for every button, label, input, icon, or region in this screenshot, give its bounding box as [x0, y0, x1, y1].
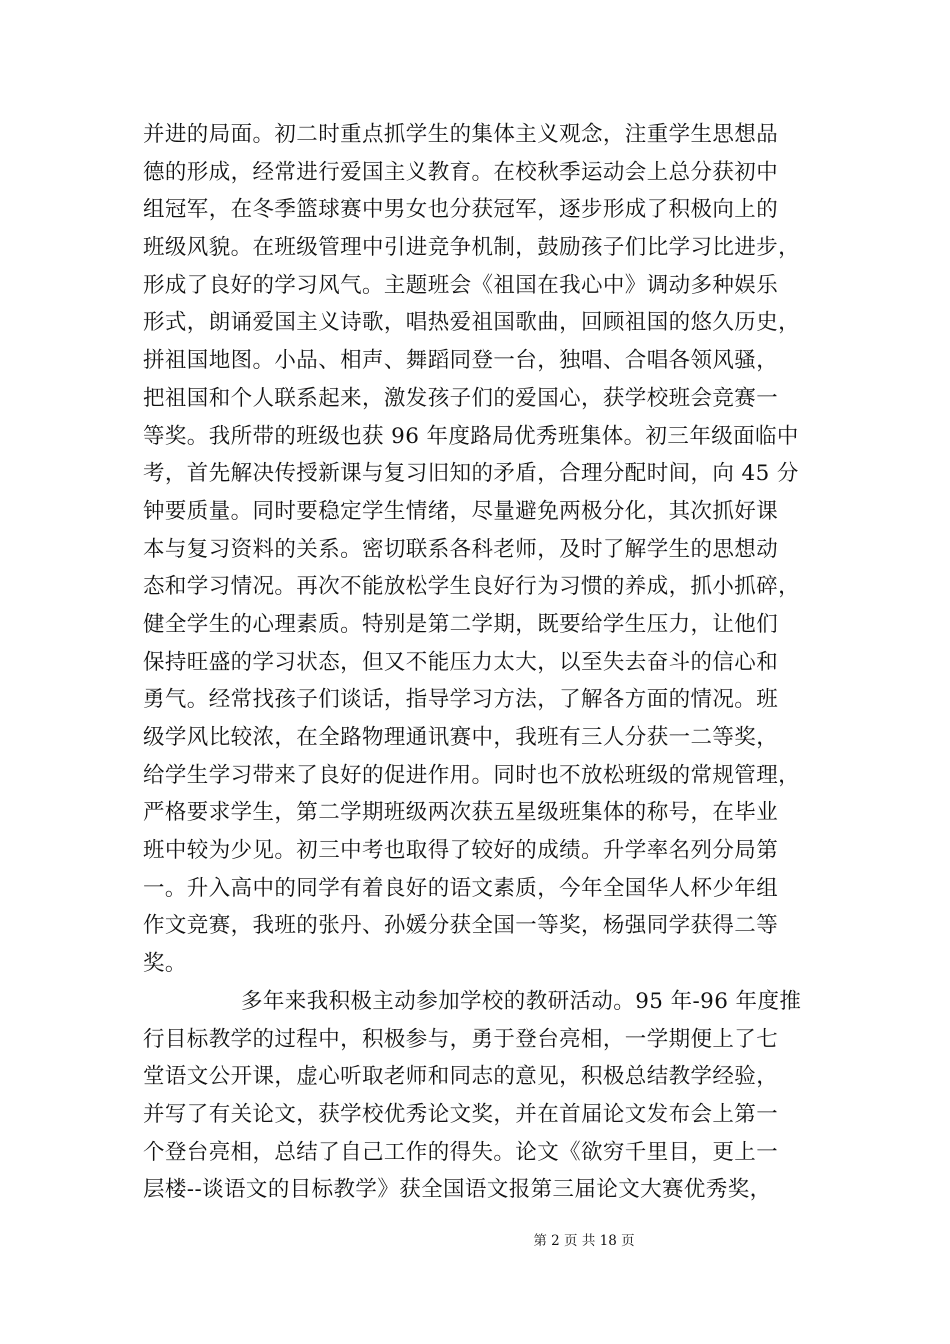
page-footer [0, 1232, 950, 1250]
text-line: 钟要质量。同时要稳定学生情绪，尽量避免两极分化，其次抓好课 [143, 498, 779, 524]
text-line: 堂语文公开课，虚心听取老师和同志的意见，积极总结教学经验， [143, 1064, 779, 1090]
text-line: 把祖国和个人联系起来，激发孩子们的爱国心，获学校班会竞赛一 [143, 385, 779, 411]
text-line: 并写了有关论文，获学校优秀论文奖，并在首届论文发布会上第一 [143, 1101, 779, 1127]
body-text [143, 116, 823, 1209]
text-line: 严格要求学生，第二学期班级两次获五星级班集体的称号，在毕业 [143, 800, 779, 826]
text-line: 态和学习情况。再次不能放松学生良好行为习惯的养成，抓小抓碎， [143, 574, 801, 600]
text-line: 作文竞赛，我班的张丹、孙媛分获全国一等奖，杨强同学获得二等 [143, 913, 779, 939]
text-line: 奖。 [143, 951, 187, 977]
text-line: 本与复习资料的关系。密切联系各科老师，及时了解学生的思想动 [143, 536, 779, 562]
text-line: 保持旺盛的学习状态，但又不能压力太大，以至失去奋斗的信心和 [143, 649, 779, 675]
text-line: 班中较为少见。初三中考也取得了较好的成绩。升学率名列分局第 [143, 838, 779, 864]
paragraph-first-line: 多年来我积极主动参加学校的教研活动。95 年-96 年度推 [241, 988, 802, 1014]
page-number: 第 2 页 共 18 页 [533, 1233, 635, 1249]
text-line: 拼祖国地图。小品、相声、舞蹈同登一台，独唱、合唱各领风骚， [143, 348, 779, 374]
text-line: 行目标教学的过程中，积极参与，勇于登台亮相，一学期便上了七 [143, 1026, 779, 1052]
text-line: 级学风比较浓，在全路物理通讯赛中，我班有三人分获一二等奖， [143, 725, 779, 750]
text-line: 等奖。我所带的班级也获 96 年度路局优秀班集体。初三年级面临中 [143, 423, 799, 449]
text-line: 给学生学习带来了良好的促进作用。同时也不放松班级的常规管理， [143, 762, 801, 788]
text-line: 健全学生的心理素质。特别是第二学期，既要给学生压力，让他们 [143, 611, 779, 637]
text-line: 个登台亮相，总结了自己工作的得失。论文《欲穷千里目，更上一 [143, 1139, 779, 1165]
text-line: 组冠军，在冬季篮球赛中男女也分获冠军，逐步形成了积极向上的 [143, 197, 779, 223]
text-line: 并进的局面。初二时重点抓学生的集体主义观念，注重学生思想品 [143, 122, 779, 147]
text-line: 形式，朗诵爱国主义诗歌，唱热爱祖国歌曲，回顾祖国的悠久历史， [143, 310, 801, 336]
text-line: 一。升入高中的同学有着良好的语文素质，今年全国华人杯少年组 [143, 875, 779, 901]
text-line: 考，首先解决传授新课与复习旧知的矛盾，合理分配时间，向 45 分 [143, 461, 799, 487]
text-line: 德的形成，经常进行爱国主义教育。在校秋季运动会上总分获初中 [143, 159, 779, 185]
text-line: 层楼--谈语文的目标教学》获全国语文报第三届论文大赛优秀奖， [143, 1177, 772, 1203]
text-line: 班级风貌。在班级管理中引进竞争机制，鼓励孩子们比学习比进步， [143, 235, 801, 261]
text-line: 勇气。经常找孩子们谈话，指导学习方法，了解各方面的情况。班 [143, 687, 779, 713]
text-line: 形成了良好的学习风气。主题班会《祖国在我心中》调动多种娱乐 [143, 272, 779, 298]
